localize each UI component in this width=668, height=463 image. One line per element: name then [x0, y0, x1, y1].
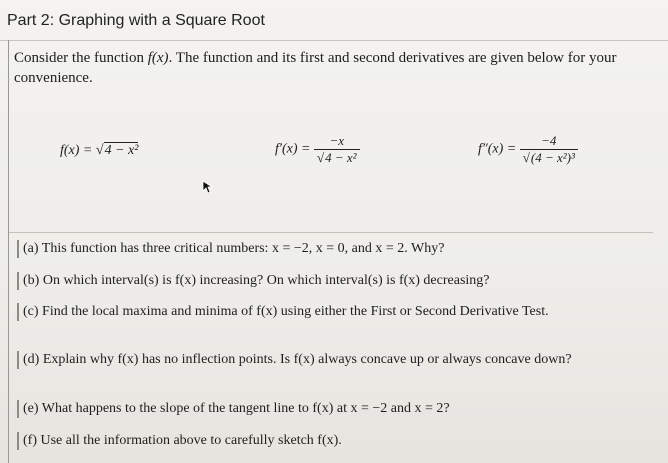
equation-f-prime-lhs: f′(x) = [275, 141, 314, 157]
equation-f-double-prime-den [520, 149, 578, 166]
question-a [17, 240, 651, 258]
section-header [0, 0, 668, 41]
equation-f-prime [275, 133, 360, 166]
equation-f-prime-den-radical: √ [316, 150, 325, 165]
equation-f-prime-fraction [314, 133, 360, 166]
question-text: Use all the information above to carefully sketch f(x). [40, 433, 342, 448]
equation-f-double-prime-num: −4 [541, 133, 557, 148]
question-label: (b) [23, 273, 40, 288]
question-label: (e) [23, 401, 39, 416]
question-text: Explain why f(x) has no inflection points. Is f(x) always concave up or always concave down? [42, 352, 572, 367]
section-title: Part 2: Graphing with a Square Root [7, 12, 265, 29]
intro-func: f(x) [147, 50, 169, 66]
equation-f-radicand: 4 − x² [104, 143, 139, 158]
question-d [17, 351, 651, 369]
question-b [17, 272, 651, 290]
question-c [17, 303, 651, 321]
question-text: Find the local maxima and minima of f(x) using either the First or Second Derivative Test. [42, 304, 549, 319]
intro-paragraph [14, 48, 644, 88]
equation-f-radical: √ [95, 143, 104, 158]
intro-text-before: Consider the function [14, 50, 148, 66]
question-e [17, 400, 651, 418]
equation-f [60, 143, 138, 159]
equation-f-prime-den-radicand: 4 − x² [325, 150, 357, 165]
question-f [17, 432, 651, 450]
equation-f-lhs: f(x) = [60, 143, 96, 158]
question-text: This function has three critical numbers: x = −2, x = 0, and x = 2. Why? [41, 241, 445, 256]
question-text: What happens to the slope of the tangent line to f(x) at x = −2 and x = 2? [41, 401, 450, 416]
equation-f-double-prime-den-radical: √ [522, 150, 530, 165]
equation-f-double-prime-lhs: f″(x) = [478, 141, 520, 157]
section-divider [9, 232, 653, 233]
mouse-pointer-icon [202, 180, 214, 194]
question-text: On which interval(s) is f(x) increasing? On which interval(s) is f(x) decreasing? [42, 273, 490, 288]
question-label: (f) [23, 433, 37, 448]
equation-f-double-prime-den-radicand: (4 − x²)³ [530, 150, 575, 165]
question-label: (a) [23, 241, 39, 256]
question-label: (d) [23, 352, 40, 367]
question-label: (c) [23, 304, 39, 319]
intro-text-after: . The function and its first and second derivatives are given below for your convenience. [14, 50, 617, 86]
equation-f-prime-num: −x [329, 133, 344, 148]
equation-f-double-prime-fraction [520, 133, 578, 166]
equation-f-double-prime [478, 133, 578, 166]
equation-f-prime-den [314, 149, 360, 166]
